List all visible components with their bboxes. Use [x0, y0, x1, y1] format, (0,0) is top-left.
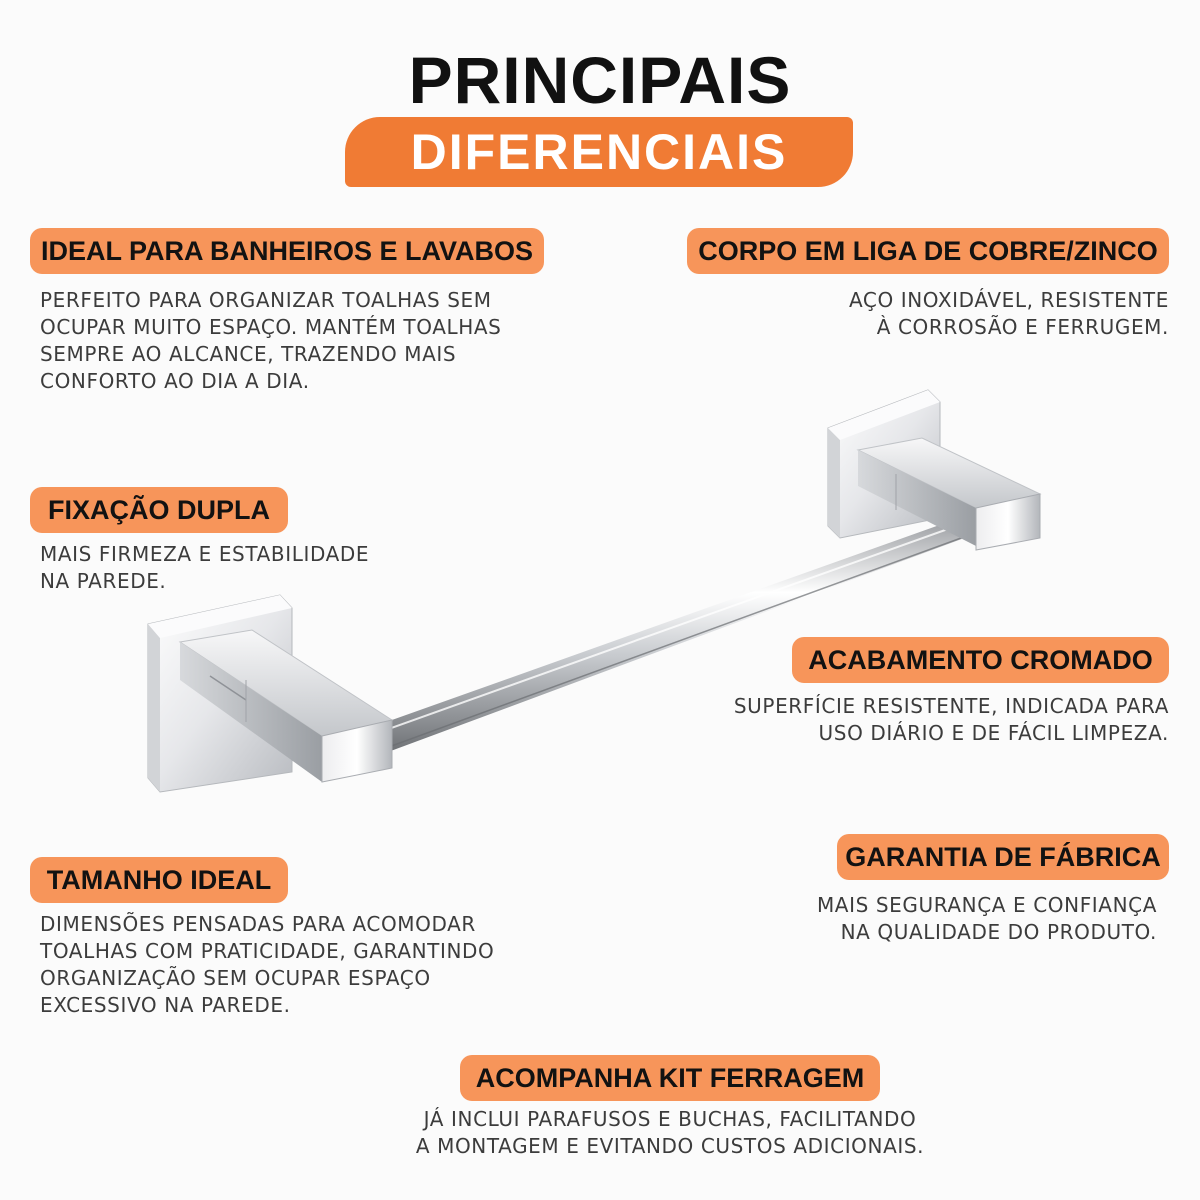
left-bracket [148, 595, 392, 792]
desc-line: USO DIÁRIO E DE FÁCIL LIMPEZA. [818, 721, 1169, 745]
feature-desc-corpo [849, 287, 1169, 341]
desc-line: NA QUALIDADE DO PRODUTO. [840, 920, 1157, 944]
feature-desc-kit [350, 1106, 990, 1160]
feature-badge-garantia: GARANTIA DE FÁBRICA [837, 834, 1169, 880]
page-title: PRINCIPAIS [408, 43, 792, 117]
feature-badge-banheiros: IDEAL PARA BANHEIROS E LAVABOS [30, 228, 544, 274]
desc-line: EXCESSIVO NA PAREDE. [40, 993, 291, 1017]
desc-line: DIMENSÕES PENSADAS PARA ACOMODAR [40, 912, 476, 936]
desc-line: TOALHAS COM PRATICIDADE, GARANTINDO [40, 939, 495, 963]
desc-line: NA PAREDE. [40, 569, 167, 593]
feature-desc-garantia [817, 892, 1157, 946]
desc-line: MAIS SEGURANÇA E CONFIANÇA [816, 893, 1157, 917]
feature-badge-acabamento: ACABAMENTO CROMADO [792, 637, 1169, 683]
desc-line: OCUPAR MUITO ESPAÇO. MANTÉM TOALHAS [40, 315, 502, 339]
desc-line: AÇO INOXIDÁVEL, RESISTENTE [848, 288, 1169, 312]
desc-line: MAIS FIRMEZA E ESTABILIDADE [40, 542, 370, 566]
feature-desc-tamanho [40, 911, 494, 1019]
page-subtitle: DIFERENCIAIS [410, 124, 788, 180]
desc-line: À CORROSÃO E FERRUGEM. [876, 315, 1169, 339]
desc-line: CONFORTO AO DIA A DIA. [40, 369, 310, 393]
feature-badge-corpo: CORPO EM LIGA DE COBRE/ZINCO [687, 228, 1169, 274]
desc-line: SEMPRE AO ALCANCE, TRAZENDO MAIS [40, 342, 457, 366]
feature-desc-banheiros [40, 287, 501, 395]
desc-line: JÁ INCLUI PARAFUSOS E BUCHAS, FACILITANDO [423, 1107, 917, 1131]
feature-badge-tamanho: TAMANHO IDEAL [30, 857, 288, 903]
towel-bar-image [110, 380, 1070, 810]
feature-badge-fixacao: FIXAÇÃO DUPLA [30, 487, 288, 533]
subtitle-pill [345, 117, 853, 187]
rod [378, 507, 997, 752]
feature-badge-kit: ACOMPANHA KIT FERRAGEM [460, 1055, 880, 1101]
desc-line: A MONTAGEM E EVITANDO CUSTOS ADICIONAIS. [415, 1134, 925, 1158]
right-bracket [828, 390, 1040, 550]
desc-line: SUPERFÍCIE RESISTENTE, INDICADA PARA [733, 694, 1169, 718]
desc-line: ORGANIZAÇÃO SEM OCUPAR ESPAÇO [40, 966, 431, 990]
desc-line: PERFEITO PARA ORGANIZAR TOALHAS SEM [40, 288, 492, 312]
